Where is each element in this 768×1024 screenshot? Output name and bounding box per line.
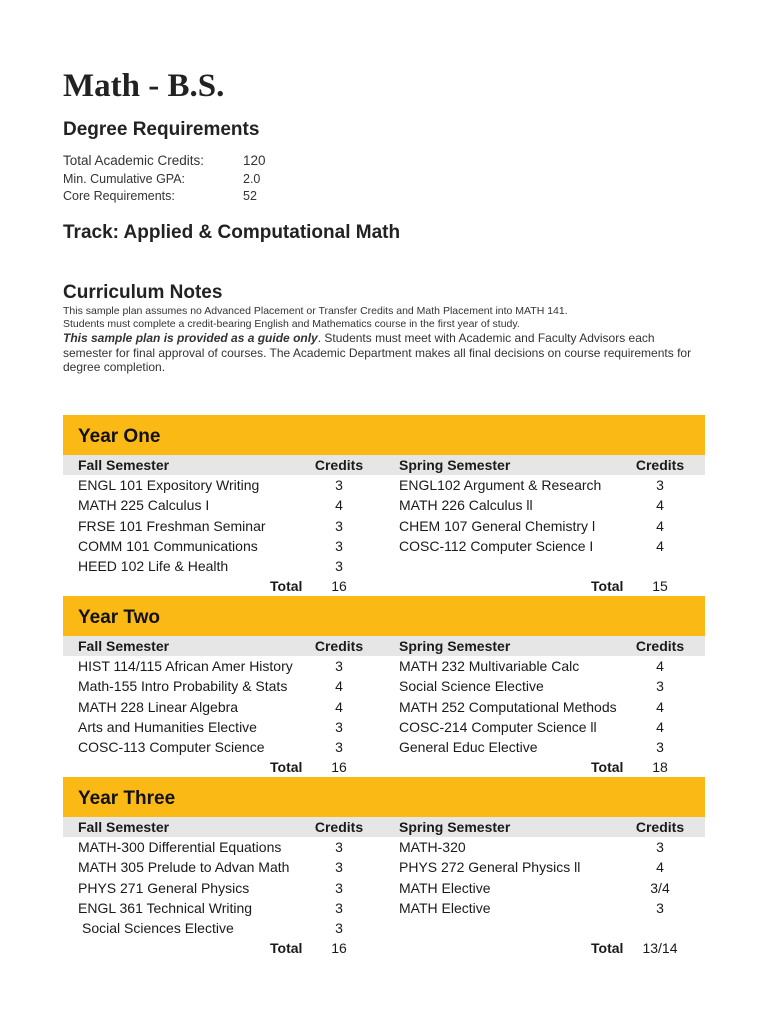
curriculum-notes-heading: Curriculum Notes <box>63 282 223 303</box>
requirement-label: Total Academic Credits: <box>63 153 205 168</box>
spring-course: COSC-214 Computer Science ll <box>399 718 597 735</box>
spring-semester-header: Spring Semester <box>399 457 511 473</box>
page-title: Math - B.S. <box>63 68 225 104</box>
spring-course-credits: 4 <box>656 698 664 715</box>
requirement-value: 2.0 <box>243 172 261 186</box>
course-row <box>63 556 705 576</box>
fall-course-credits: 4 <box>335 497 343 514</box>
spring-course: PHYS 272 General Physics ll <box>399 859 581 876</box>
fall-credits-header: Credits <box>314 819 364 835</box>
spring-total-value: 13/14 <box>642 940 678 957</box>
fall-course-credits: 4 <box>335 698 343 715</box>
fall-course: MATH 305 Prelude to Advan Math <box>78 859 290 876</box>
fall-course: MATH-300 Differential Equations <box>78 839 282 855</box>
track-heading: Track: Applied & Computational Math <box>63 222 401 243</box>
spring-total-label: Total <box>591 578 624 595</box>
fall-total-value: 16 <box>331 940 347 957</box>
spring-course-credits: 4 <box>656 859 664 876</box>
fall-course-credits: 3 <box>335 879 343 896</box>
fall-course: HEED 102 Life & Health <box>78 558 229 575</box>
fall-course: HIST 114/115 African Amer History <box>78 658 293 674</box>
spring-course-credits: 3 <box>656 899 664 916</box>
course-row <box>63 475 705 495</box>
fall-course: COMM 101 Communications <box>78 537 258 554</box>
spring-course: MATH 232 Multivariable Calc <box>399 658 580 674</box>
year-header <box>63 415 705 455</box>
spring-course: MATH-320 <box>399 839 466 855</box>
fall-course: ENGL 101 Expository Writing <box>78 477 260 493</box>
requirement-label: Core Requirements: <box>63 189 175 203</box>
course-row <box>63 717 705 737</box>
column-header-row <box>63 817 705 837</box>
spring-semester-header: Spring Semester <box>399 638 511 654</box>
spring-course: CHEM 107 General Chemistry l <box>399 517 596 534</box>
notes-emphasis: This sample plan is provided as a guide only <box>63 331 318 345</box>
fall-semester-header: Fall Semester <box>78 819 170 835</box>
fall-course: ENGL 361 Technical Writing <box>78 899 253 916</box>
spring-course: Social Science Elective <box>399 678 544 695</box>
fall-total-value: 16 <box>331 759 347 776</box>
course-row <box>63 536 705 556</box>
spring-total-value: 18 <box>652 759 668 776</box>
spring-course-credits: 3 <box>656 839 664 855</box>
year-block <box>63 415 705 596</box>
spring-total-label: Total <box>591 940 624 957</box>
course-row <box>63 697 705 717</box>
notes-line: This sample plan assumes no Advanced Placement or Transfer Credits and Math Placement into MATH 141. <box>63 305 568 317</box>
course-row <box>63 918 705 938</box>
spring-course-credits: 4 <box>656 718 664 735</box>
requirement-value: 52 <box>243 189 257 203</box>
total-row <box>63 576 705 596</box>
spring-course-credits: 4 <box>656 517 664 534</box>
fall-course-credits: 3 <box>335 477 343 493</box>
fall-course: COSC-113 Computer Science <box>78 739 265 756</box>
year-block <box>63 777 705 958</box>
requirement-label: Min. Cumulative GPA: <box>63 172 186 186</box>
year-title: Year One <box>78 426 161 447</box>
course-row <box>63 656 705 676</box>
spring-credits-header: Credits <box>635 457 685 473</box>
fall-course-credits: 3 <box>335 920 343 937</box>
fall-course-credits: 3 <box>335 739 343 756</box>
spring-course: COSC-112 Computer Science I <box>399 537 594 554</box>
spring-semester-header: Spring Semester <box>399 819 511 835</box>
total-row <box>63 757 705 777</box>
course-row <box>63 495 705 515</box>
year-block <box>63 596 705 777</box>
course-row <box>63 878 705 898</box>
spring-course: ENGL102 Argument & Research <box>399 477 602 493</box>
spring-course: MATH 252 Computational Methods <box>399 698 617 715</box>
total-row <box>63 938 705 958</box>
fall-course-credits: 3 <box>335 899 343 916</box>
course-row <box>63 837 705 857</box>
course-row <box>63 898 705 918</box>
degree-requirements-heading: Degree Requirements <box>63 119 260 140</box>
spring-total-label: Total <box>591 759 624 776</box>
fall-total-label: Total <box>270 578 303 595</box>
course-row <box>63 676 705 696</box>
spring-course: MATH 226 Calculus ll <box>399 497 533 514</box>
fall-total-label: Total <box>270 759 303 776</box>
year-title: Year Three <box>78 788 176 809</box>
column-header-row <box>63 636 705 656</box>
column-header-row <box>63 455 705 475</box>
year-header <box>63 596 705 636</box>
spring-course-credits: 4 <box>656 537 664 554</box>
fall-course-credits: 3 <box>335 859 343 876</box>
fall-total-label: Total <box>270 940 303 957</box>
spring-course-credits: 3 <box>656 477 664 493</box>
fall-credits-header: Credits <box>314 457 364 473</box>
fall-course: MATH 228 Linear Algebra <box>78 698 239 715</box>
notes-paragraph <box>63 331 703 375</box>
fall-course: Arts and Humanities Elective <box>78 718 257 735</box>
notes-line: Students must complete a credit-bearing English and Mathematics course in the first year of study. <box>63 318 520 330</box>
spring-course-credits: 3/4 <box>650 879 670 896</box>
course-row <box>63 857 705 877</box>
spring-total-value: 15 <box>652 578 668 595</box>
fall-course-credits: 3 <box>335 718 343 735</box>
year-header <box>63 777 705 817</box>
spring-course: MATH Elective <box>399 879 491 896</box>
spring-course-credits: 3 <box>656 739 664 756</box>
fall-semester-header: Fall Semester <box>78 638 170 654</box>
requirement-value: 120 <box>243 153 266 168</box>
fall-course-credits: 4 <box>335 678 343 695</box>
spring-course: General Educ Elective <box>399 739 538 756</box>
fall-course: Math-155 Intro Probability & Stats <box>78 678 288 695</box>
spring-credits-header: Credits <box>635 819 685 835</box>
fall-credits-header: Credits <box>314 638 364 654</box>
year-title: Year Two <box>78 607 161 628</box>
fall-course-credits: 3 <box>335 537 343 554</box>
fall-semester-header: Fall Semester <box>78 457 170 473</box>
spring-course-credits: 4 <box>656 658 664 674</box>
fall-course: FRSE 101 Freshman Seminar <box>78 517 266 534</box>
fall-course-credits: 3 <box>335 839 343 855</box>
spring-course: MATH Elective <box>399 899 491 916</box>
spring-course-credits: 3 <box>656 678 664 695</box>
course-row <box>63 516 705 536</box>
fall-course-credits: 3 <box>335 658 343 674</box>
spring-course-credits: 4 <box>656 497 664 514</box>
spring-credits-header: Credits <box>635 638 685 654</box>
notes-text: . Students must meet with Academic and Faculty Advisors each semester for final approval of courses. The Academic Department makes all final decisions on course requirements for degree completion. <box>63 331 692 374</box>
fall-total-value: 16 <box>331 578 347 595</box>
fall-course: PHYS 271 General Physics <box>78 879 250 896</box>
fall-course-credits: 3 <box>335 558 343 575</box>
fall-course-credits: 3 <box>335 517 343 534</box>
course-row <box>63 737 705 757</box>
fall-course: Social Sciences Elective <box>82 920 234 937</box>
fall-course: MATH 225 Calculus I <box>78 497 210 514</box>
